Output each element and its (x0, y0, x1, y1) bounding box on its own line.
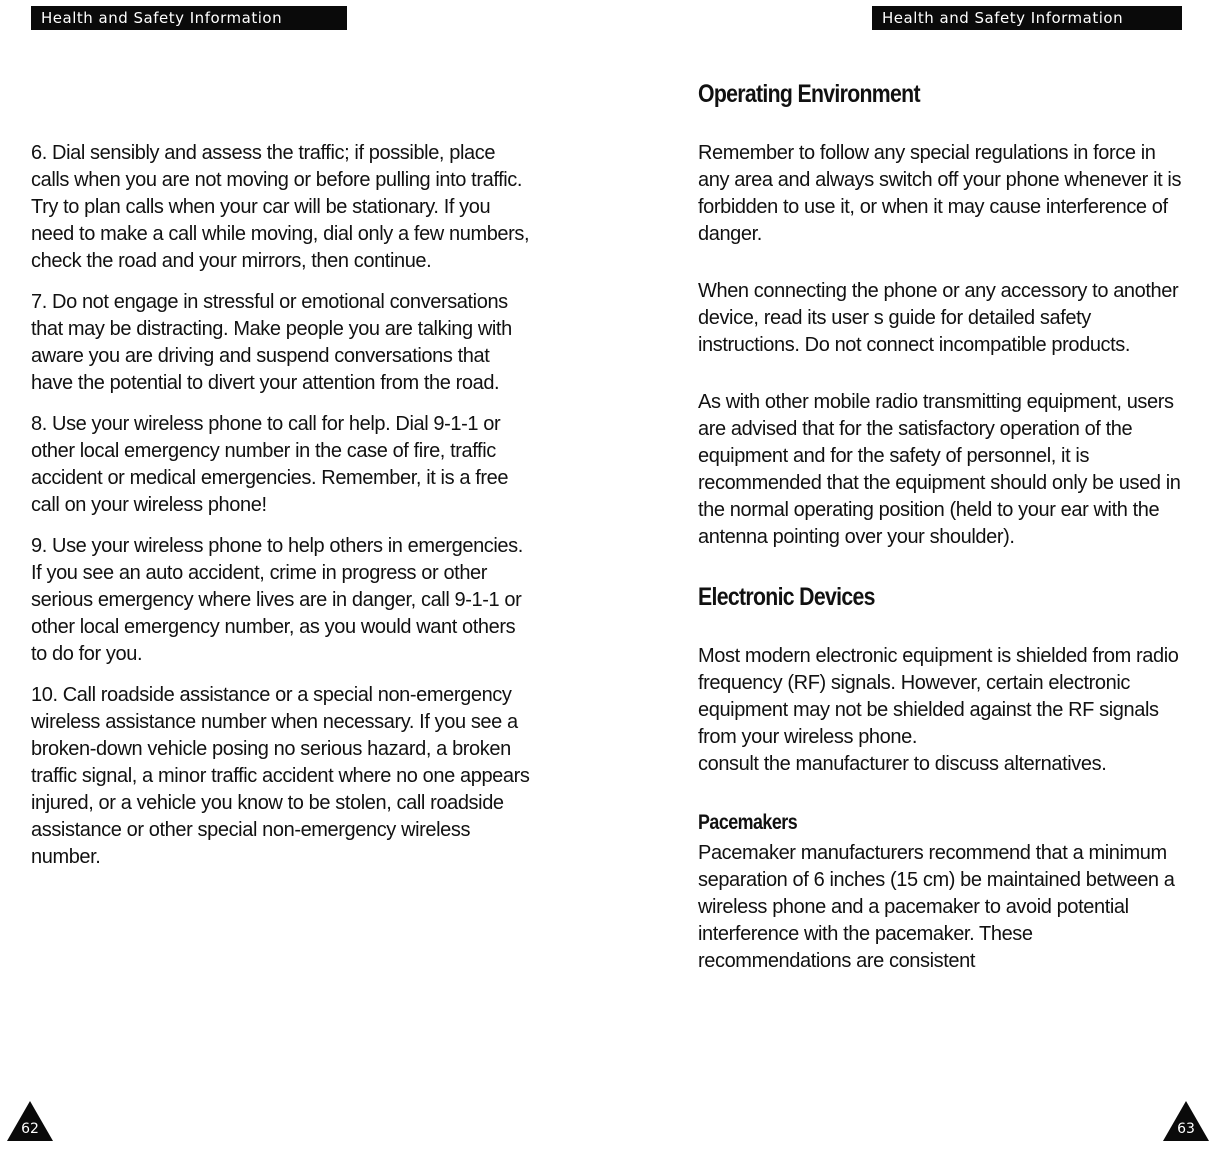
subsection-title-pacemakers: Pacemakers (698, 811, 798, 834)
list-item: 9. Use your wireless phone to help others in emergencies. If you see an auto accident, crime in progress or other serious emergency where lives are in danger, call 9-1-1 or other local emergency number, as you would want others to do for you. (31, 535, 523, 665)
paragraph: Remember to follow any special regulations in force in any area and always switch off your phone whenever it is forbidden to use it, or when it may cause interference of danger. (698, 142, 1182, 245)
paragraph: As with other mobile radio transmitting equipment, users are advised that for the satisfactory operation of the equipment and for the safety of personnel, it is recommended that the equipment should only be used in the normal operating position (held to your ear with the antenna pointing over your shoulder). (698, 391, 1181, 548)
paragraph-text: Most modern electronic equipment is shielded from radio frequency (RF) signals. However, certain electronic equipment may not be shielded against the RF signals from your wireless phone. (698, 645, 1179, 748)
page-number: 62 (21, 1121, 39, 1137)
paragraph (698, 643, 1188, 778)
page-number-marker-left (7, 1101, 53, 1141)
paragraph-text: consult the manufacturer to discuss alternatives. (698, 753, 1107, 775)
page-number-marker-right (1163, 1101, 1209, 1141)
right-page-header: Health and Safety Information (872, 6, 1182, 30)
list-item: 10. Call roadside assistance or a special non-emergency wireless assistance number when necessary. If you see a broken-down vehicle posing no serious hazard, a broken traffic signal, a minor traffic accident where no one appears injured, or a vehicle you know to be stolen, call roadside assistance or other special non-emergency wireless number. (31, 684, 530, 868)
list-item: 8. Use your wireless phone to call for help. Dial 9-1-1 or other local emergency number in the case of fire, traffic accident or medical emergencies. Remember, it is a free call on your wireless phone! (31, 413, 509, 516)
left-page-header: Health and Safety Information (31, 6, 347, 30)
list-item: 6. Dial sensibly and assess the traffic; if possible, place calls when you are not moving or before pulling into traffic. Try to plan calls when your car will be stationary. If you need to make a call while moving, dial only a few numbers, check the road and your mirrors, then continue. (31, 142, 530, 272)
section-title-electronic-devices: Electronic Devices (698, 583, 875, 611)
electronic-devices-section (698, 581, 1188, 975)
paragraph: When connecting the phone or any accessory to another device, read its user s guide for detailed safety instructions. Do not connect incompatible products. (698, 280, 1179, 356)
left-page-content (31, 140, 531, 885)
paragraph: Pacemaker manufacturers recommend that a minimum separation of 6 inches (15 cm) be maintained between a wireless phone and a pacemaker to avoid potential interference with the pacemaker. These recommendations are consistent (698, 842, 1175, 972)
list-item: 7. Do not engage in stressful or emotional conversations that may be distracting. Make people you are talking with aware you are driving and suspend conversations that have the potential to divert your attention from the road. (31, 291, 512, 394)
right-page-content (698, 78, 1188, 975)
page-number: 63 (1177, 1121, 1195, 1137)
section-title-operating-environment: Operating Environment (698, 80, 920, 108)
